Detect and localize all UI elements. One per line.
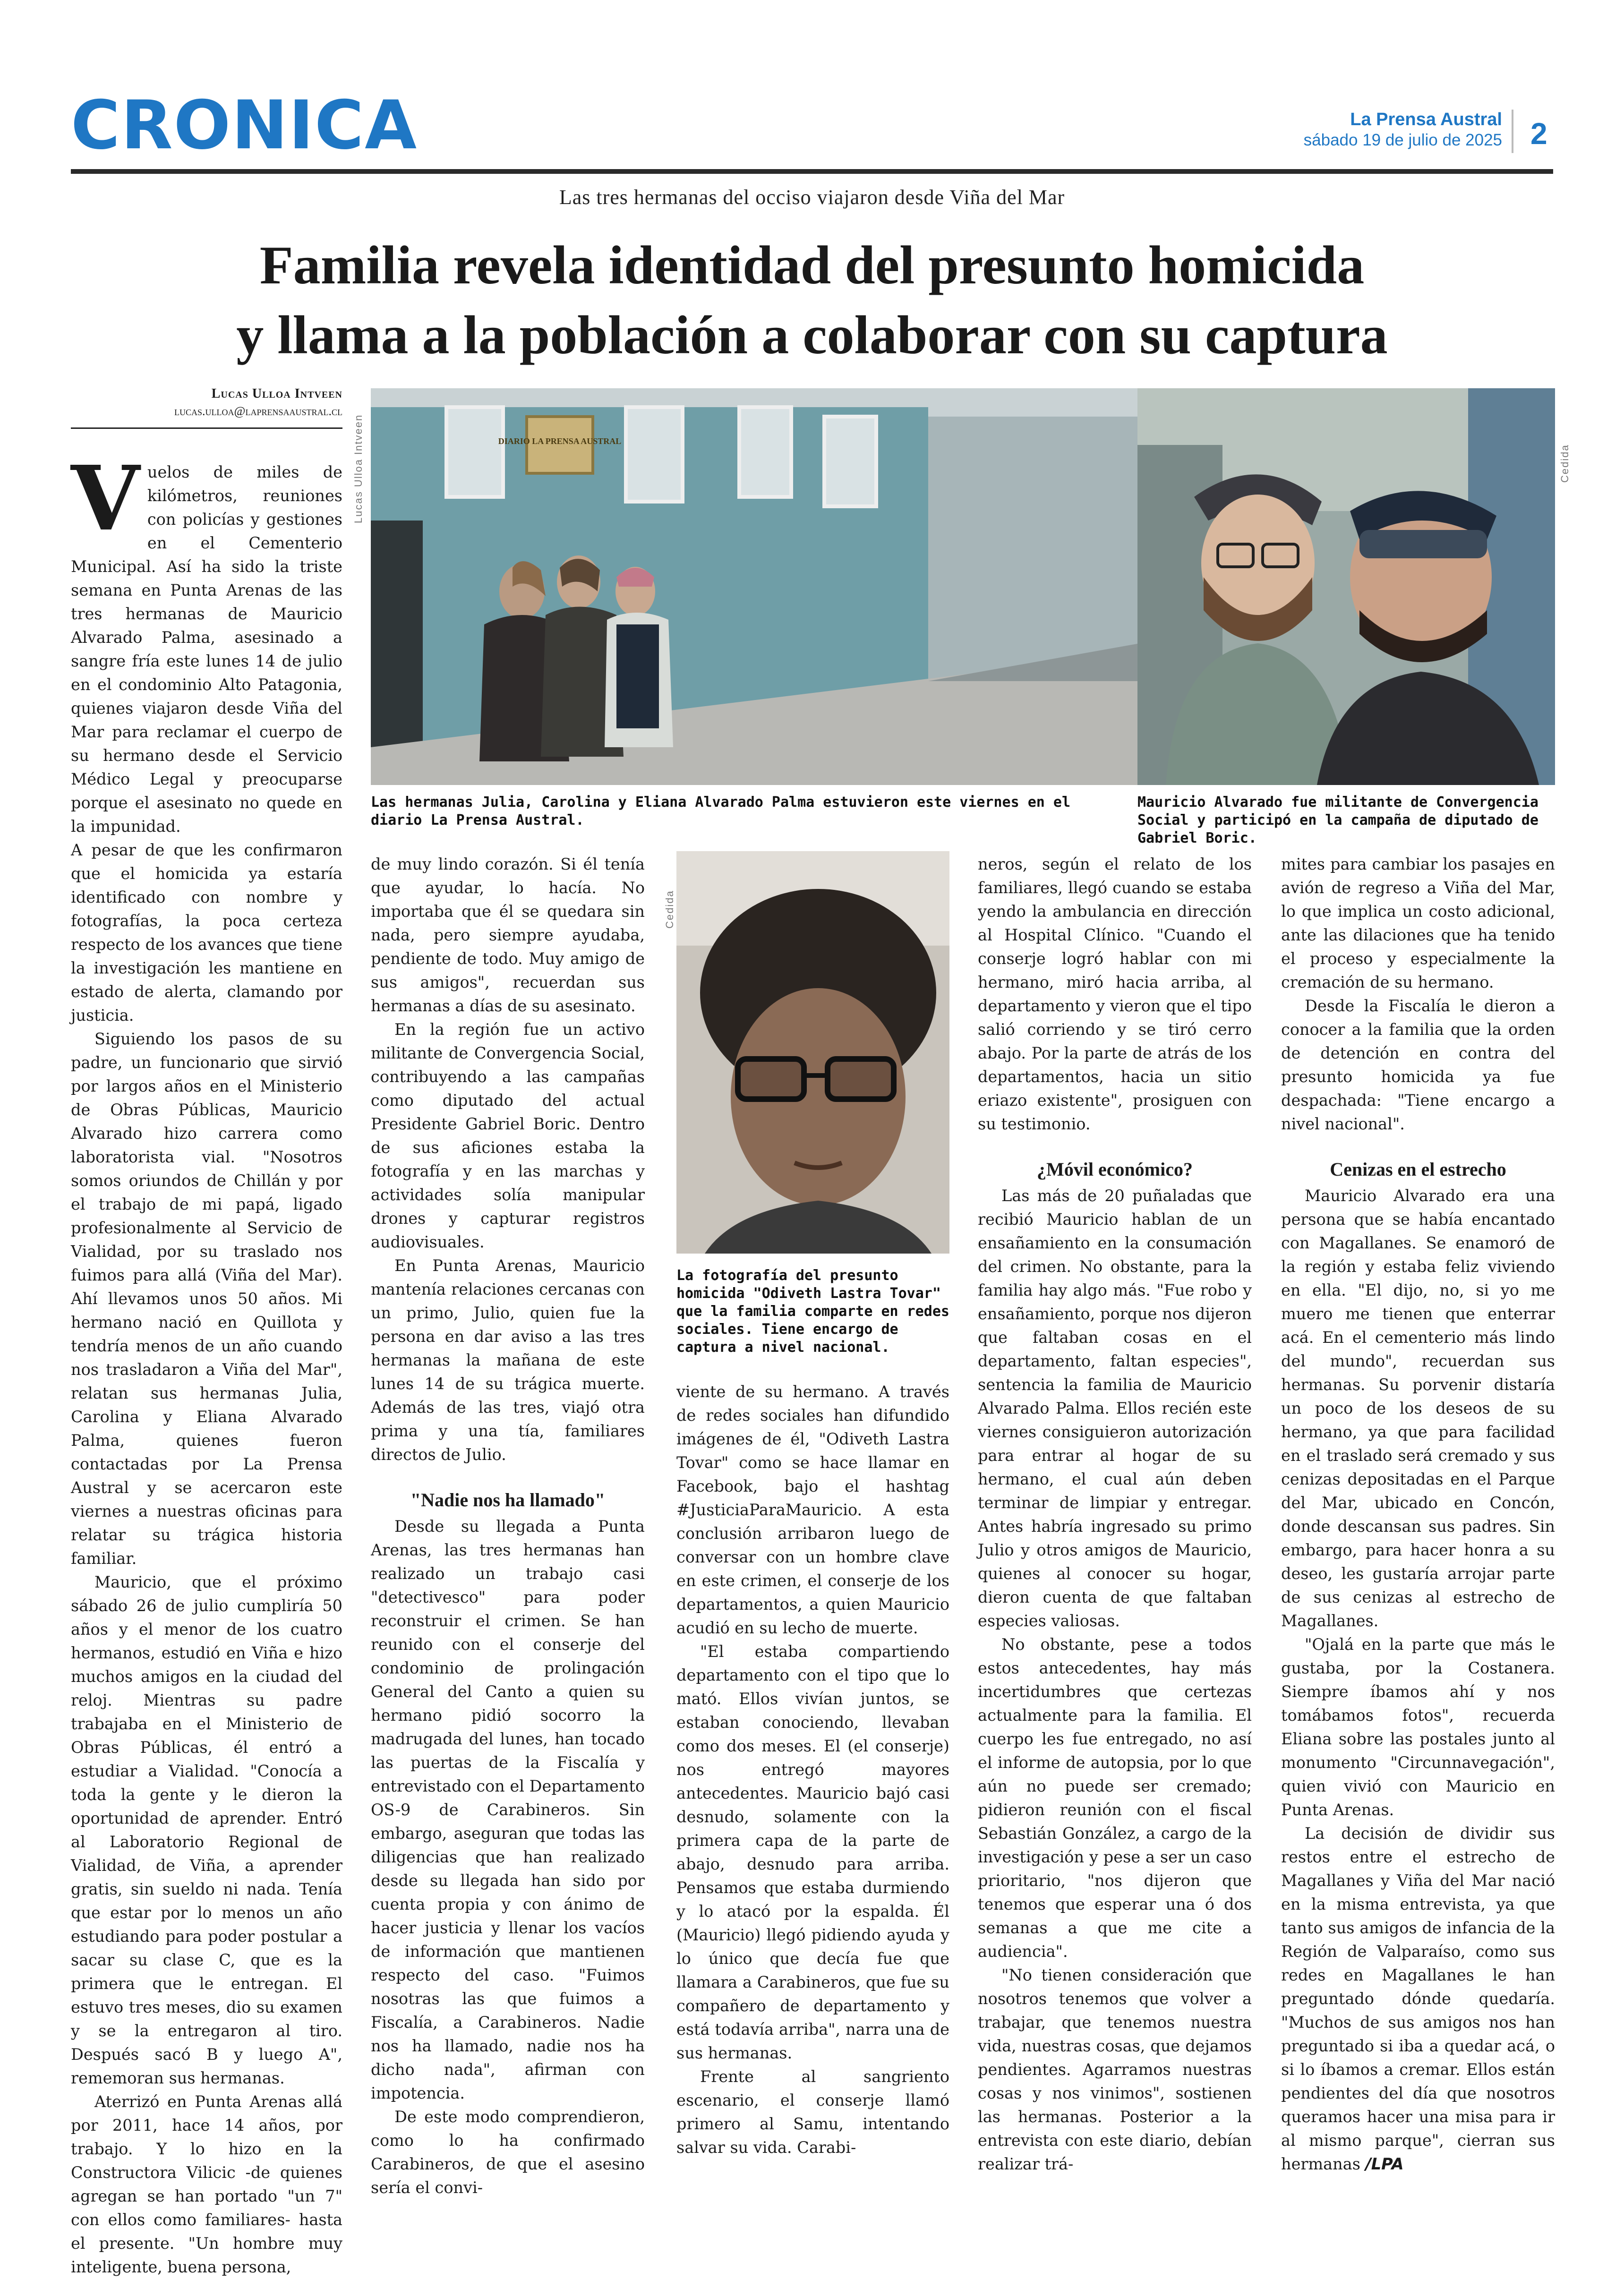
paragraph: mites para cambiar los pasajes en avión de regreso a Viña del Mar, lo que implica un costo adicional, ante las dilaciones que ha tenido el proceso y especialmente la cremación de su hermano. <box>1281 855 1555 991</box>
caption-suspect: La fotografía del presunto homicida "Odiveth Lastra Tovar" que la familia comparte en redes sociales. Tiene encargo de captura a nivel nacional. <box>676 1267 949 1356</box>
column-5 <box>1281 853 1555 2176</box>
paragraph: "Ojalá en la parte que más le gustaba, por la Costanera. Siempre íbamos ahí y nos tomábamos fotos", recuerda Eliana sobre las postales junto al monumento "Circunnavegación", quien vivió con Mauricio en Punta Arenas. <box>1281 1635 1555 1819</box>
paragraph: viente de su hermano. A través de redes sociales han difundido imágenes de él, "Odiveth Lastra Tovar" como se hace llamar en Facebook, bajo el hashtag #JusticiaParaMauricio. A esta conclusión arribaron luego de conversar con un hombre clave en este crimen, el conserje de los departamentos, a quien Mauricio acudió en su lecho de muerte. <box>676 1383 949 1637</box>
paragraph: Siguiendo los pasos de su padre, un funcionario que sirvió por largos años en el Ministerio de Obras Públicas, Mauricio Alvarado hizo carrera como laboratorista vial. "Nosotros somos oriundos de Chillán y por el trabajo de mi papá, ligado profesionalmente al Servicio de Vialidad, por su traslado nos fuimos para allá (Viña del Mar). Ahí llevamos unos 50 años. Mi hermano nació en Quillota y tendría menos de un año cuando nos trasladaron a Viña del Mar", relatan sus hermanas Julia, Carolina y Eliana Alvarado Palma, quienes fueron contactadas por La Prensa Austral y se acercaron este viernes a nuestras oficinas para relatar su trágica historia familiar. <box>71 1030 342 1568</box>
paragraph: Desde su llegada a Punta Arenas, las tres hermanas han realizado un trabajo casi "detectivesco" para poder reconstruir el crimen. Se han reunido con el conserje del condominio de prolingación General del Canto a quien su hermano pidió socorro la madrugada del lunes, han tocado las puertas de la Fiscalía y entrevistado con el Departamento OS-9 de Carabineros. Sin embargo, aseguran que todas las diligencias que han realizado desde su llegada han sido por cuenta propia y con ánimo de hacer justicia y llenar los vacíos de información que mantienen respecto del caso. "Fuimos nosotras las que fuimos a Fiscalía, a Carabineros. Nadie nos ha llamado, nadie nos ha dicho nada", afirman con impotencia. <box>371 1517 645 2102</box>
photo-sisters-image <box>371 388 1140 785</box>
masthead-divider <box>1512 110 1513 153</box>
paragraph: En la región fue un activo militante de Convergencia Social, contribuyendo a las campañas como diputado del actual Presidente Gabriel Boric. Dentro de sus aficiones estaba la fotografía y en las marchas y actividades solía manipular drones y capturar registros audiovisuales. <box>371 1020 645 1251</box>
paragraph: Mauricio, que el próximo sábado 26 de julio cumpliría 50 años y el menor de los cuatro hermanos, estudió en Viña e hizo muchos amigos en la ciudad del reloj. Mientras su padre trabajaba en el Ministerio de Obras Públicas, él entró a estudiar a Vialidad. "Conocía a toda la gente y le dieron la oportunidad de aprender. Entró al Laboratorio Regional de Vialidad, de Viña, a aprender gratis, sin sueldo ni nada. Tenía que estar por lo menos un año estudiando para poder postular a sacar su clase C, que es la primera que le entregan. El estuvo tres meses, dio su examen y se la entregaron al tiro. Después sacó B y luego A", rememoran sus hermanas. <box>71 1573 342 2087</box>
paragraph: de muy lindo corazón. Si él tenía que ayudar, lo hacía. No importaba que él se quedara sin nada, pero siempre ayudaba, pendiente de todo. Muy amigo de sus amigos", recuerdan sus hermanas a días de su asesinato. <box>371 855 645 1015</box>
photo-credit-suspect: Cedida <box>664 890 675 929</box>
photo-credit-boric: Cedida <box>1559 444 1571 483</box>
photo-suspect-image <box>676 851 949 1254</box>
author-email: lucas.ulloa@laprensaaustral.cl <box>174 404 342 418</box>
photo-sisters <box>371 388 1140 785</box>
header-rule <box>71 169 1553 174</box>
byline-rule <box>71 427 342 429</box>
paragraph: En Punta Arenas, Mauricio mantenía relaciones cercanas con un primo, Julio, quien fue la persona en dar aviso a las tres hermanas la mañana de este lunes 14 de su trágica muerte. Además de las tres, viajó otra prima y una tía, familiares directos de Julio. <box>371 1256 645 1464</box>
publication-name: La Prensa Austral <box>1350 110 1502 129</box>
paragraph: neros, según el relato de los familiares, llegó cuando se estaba yendo la ambulancia en dirección al Hospital Clínico. "Cuando el conserje logró hablar con mi hermano, miró hacia arriba, al departamento y vieron que el tipo salió corriendo y se tiró cerro abajo. Por la parte de atrás de los departamentos, hacia un sitio eriazo existente", prosiguen con su testimonio. <box>978 855 1252 1133</box>
page-number: 2 <box>1530 117 1547 151</box>
column-4 <box>978 853 1252 2176</box>
paragraph-text: La decisión de dividir sus restos entre el estrecho de Magallanes y Viña del Mar nació en la misma entrevista, ya que tanto sus amigos de infancia de la Región de Valparaíso, como sus redes en Magallanes le han preguntado dónde quedaría. "Muchos de sus amigos nos han preguntado si iba a quedar acá, o si lo íbamos a cremar. Ellos están pendientes del día que nosotros queramos hacer una misa para ir al mismo parque", cierran sus hermanas <box>1281 1824 1555 2173</box>
headline-line-2: y llama a la población a colaborar con su captura <box>236 305 1388 366</box>
column-3 <box>676 1380 949 2160</box>
publication-date: sábado 19 de julio de 2025 <box>1303 130 1502 149</box>
paragraph <box>1281 1822 1555 2176</box>
headline <box>94 230 1530 370</box>
kicker: Las tres hermanas del occiso viajaron desde Viña del Mar <box>559 186 1065 209</box>
author-name: Lucas Ulloa Intveen <box>211 386 342 401</box>
sign-text: DIARIO LA PRENSA AUSTRAL <box>498 436 622 446</box>
paragraph: "El estaba compartiendo departamento con el tipo que lo mató. Ellos vivían juntos, se estaban conociendo, llevaban como dos meses. El (el conserje) nos entregó mayores antecedentes. Mauricio bajó casi desnudo, solamente con la primera capa de la parte de abajo, desnudo para arriba. Pensamos que estaba durmiendo y lo atacó por la espalda. Él (Mauricio) llegó pidiendo ayuda y lo único que decía fue que llamara a Carabineros, que fue su compañero de departamento y está todavía arriba", narra una de sus hermanas. <box>676 1642 949 2062</box>
paragraph <box>71 446 342 838</box>
column-1 <box>71 446 342 2279</box>
paragraph: Mauricio Alvarado era una persona que se había encantado con Magallanes. Se enamoró de la región y estaba feliz viviendo en ella. "El dijo, no, si yo me muero me tienen que enterrar acá. En el cementerio más lindo del mundo", recuerdan sus hermanas. Su porvenir distaría un poco de los deseos de su hermano, ya que para facilidad en el traslado será cremado y sus cenizas depositadas en el Parque del Mar, ubicado en Concón, donde descansan sus padres. Sin embargo, para hacer honra a su deseo, les gustaría arrojar parte de sus cenizas al estrecho de Magallanes. <box>1281 1186 1555 1630</box>
paragraph: Frente al sangriento escenario, el conserje llamó primero al Samu, intentando salvar su vida. Carabi- <box>676 2067 949 2157</box>
signoff: /LPA <box>1365 2155 1404 2173</box>
paragraph: Aterrizó en Punta Arenas allá por 2011, hace 14 años, por trabajo. Y lo hizo en la Constructora Vilicic -de quienes agregan se han portado "un 7" con ellos como familiares- hasta el presente. "Un hombre muy inteligente, buena persona, <box>71 2092 342 2276</box>
subhead: ¿Móvil económico? <box>1037 1159 1193 1180</box>
paragraph: Desde la Fiscalía le dieron a conocer a la familia que la orden de detención en contra del presunto homicida ya fue despachada: "Tiene encargo a nivel nacional". <box>1281 997 1555 1133</box>
paragraph: No obstante, pese a todos estos antecedentes, hay más incertidumbres que certezas actualmente para la familia. El cuerpo les fue entregado, no así el informe de autopsia, por lo que aún no puede ser cremado; pidieron reunión con el fiscal Sebastián González, a cargo de la investigación y pese a ser un caso prioritario, "nos dijeron que tenemos que esperar una ó dos semanas a que me cite a audiencia". <box>978 1635 1252 1961</box>
paragraph: Las más de 20 puñaladas que recibió Mauricio hablan de un ensañamiento en la consumación del crimen. No obstante, para la familia hay algo más. "Fue robo y ensañamiento, porque nos dijeron que faltaban cosas en el departamento, faltan especies", sentencia la familia de Mauricio Alvarado Palma. Ellos recién este viernes consiguieron autorización para entrar al hogar de su hermano, el cual aún deben terminar de limpiar y entregar. Antes habría ingresado su primo Julio y otros amigos de Mauricio, quienes al conocer su hogar, dieron cuenta de que faltaban especies valiosas. <box>978 1186 1252 1630</box>
caption-boric: Mauricio Alvarado fue militante de Convergencia Social y participó en la campaña de diputado de Gabriel Boric. <box>1137 794 1539 846</box>
photo-suspect <box>676 851 949 1254</box>
masthead <box>1304 110 1502 150</box>
column-2 <box>371 853 645 2200</box>
drop-cap: V <box>71 446 140 551</box>
paragraph-text: uelos de miles de kilómetros, reuniones con policías y gestiones en el Cementerio Municipal. Así ha sido la triste semana en Punta Arenas de las tres hermanas de Mauricio Alvarado Palma, asesinado a sangre fría este lunes 14 de julio en el condominio Alto Patagonia, quienes viajaron desde Viña del Mar para reclamar el cuerpo de su hermano desde el Servicio Médico Legal y preocuparse porque el asesinato no quede en la impunidad. <box>71 463 342 836</box>
subhead: "Nadie nos ha llamado" <box>410 1489 606 1511</box>
paragraph: De este modo comprendieron, como lo ha confirmado Carabineros, de que el asesino sería el convi- <box>371 2108 645 2197</box>
headline-line-1: Familia revela identidad del presunto homicida <box>259 235 1365 296</box>
caption-sisters: Las hermanas Julia, Carolina y Eliana Alvarado Palma estuvieron este viernes en el diario La Prensa Austral. <box>371 794 1071 828</box>
subhead: Cenizas en el estrecho <box>1330 1159 1506 1180</box>
photo-boric-image <box>1137 388 1555 785</box>
photo-boric <box>1137 388 1555 785</box>
photo-credit-sisters: Lucas Ulloa Intveen <box>352 414 364 523</box>
byline <box>71 386 342 418</box>
section-title: CRONICA <box>71 86 418 164</box>
paragraph: "No tienen consideración que nosotros tenemos que volver a trabajar, que tenemos nuestra vida, nuestras cosas, que dejamos pendientes. Agarramos nuestras cosas y nos vinimos", sostienen las hermanas. Posterior a la entrevista con este diario, debían realizar trá- <box>978 1966 1252 2173</box>
sisters-figures <box>479 555 673 761</box>
paragraph: A pesar de que les confirmaron que el homicida ya estaría identificado con nombre y fotografías, la poca certeza respecto de los avances que tiene la investigación les mantiene en estado de alerta, clamando por justicia. <box>71 841 342 1024</box>
